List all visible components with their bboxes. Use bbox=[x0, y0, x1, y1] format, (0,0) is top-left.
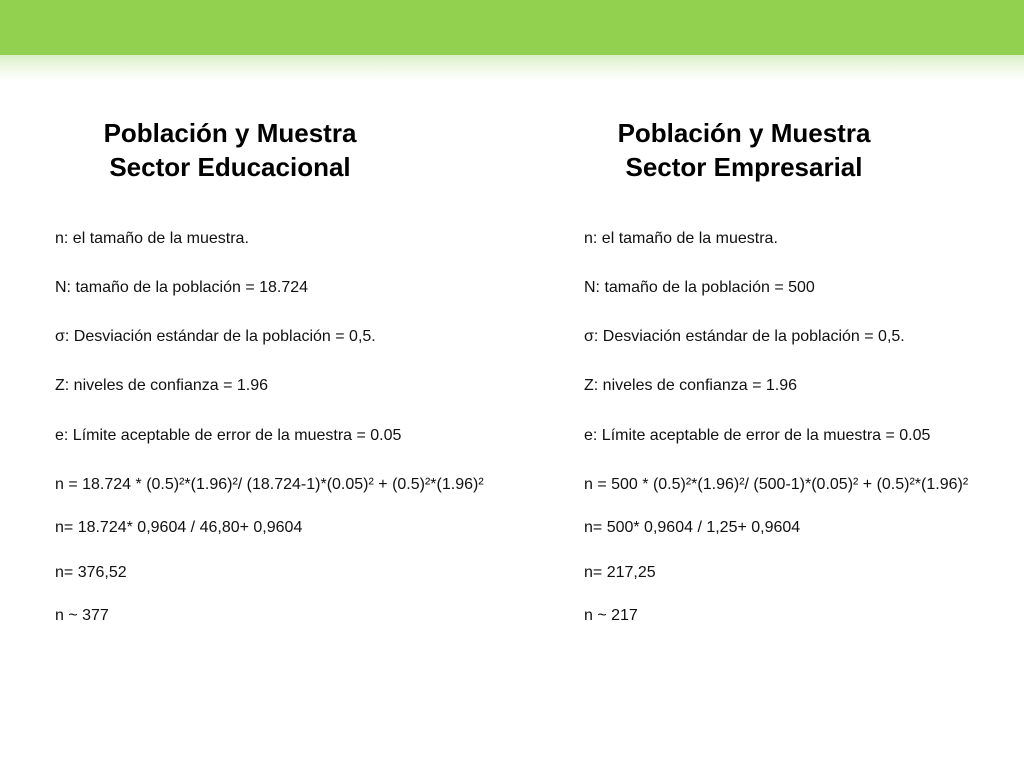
left-line-population-size: N: tamaño de la población = 18.724 bbox=[55, 279, 309, 296]
left-line-sample-size: n: el tamaño de la muestra. bbox=[55, 230, 249, 247]
right-column-title bbox=[569, 116, 919, 184]
left-line-result: n= 376,52 bbox=[55, 564, 127, 581]
right-title-line-2: Sector Empresarial bbox=[625, 152, 863, 182]
right-line-std-deviation: σ: Desviación estándar de la población = 0,5. bbox=[584, 328, 905, 345]
right-line-sample-size: n: el tamaño de la muestra. bbox=[584, 230, 778, 247]
right-line-substitution: n= 500* 0,9604 / 1,25+ 0,9604 bbox=[584, 519, 801, 536]
right-line-formula: n = 500 * (0.5)²*(1.96)²/ (500-1)*(0.05)² + (0.5)²*(1.96)² bbox=[584, 476, 969, 493]
right-column-empresarial bbox=[584, 0, 1024, 768]
left-line-substitution: n= 18.724* 0,9604 / 46,80+ 0,9604 bbox=[55, 519, 303, 536]
left-title-line-1: Población y Muestra bbox=[103, 118, 357, 148]
left-line-confidence-level: Z: niveles de confianza = 1.96 bbox=[55, 377, 269, 394]
right-title-line-1: Población y Muestra bbox=[617, 118, 871, 148]
right-line-confidence-level: Z: niveles de confianza = 1.96 bbox=[584, 377, 798, 394]
right-line-rounded-result: n ~ 217 bbox=[584, 607, 638, 624]
left-line-formula: n = 18.724 * (0.5)²*(1.96)²/ (18.724-1)*(0.05)² + (0.5)²*(1.96)² bbox=[55, 476, 484, 493]
right-line-population-size: N: tamaño de la población = 500 bbox=[584, 279, 815, 296]
left-title-line-2: Sector Educacional bbox=[109, 152, 351, 182]
left-line-std-deviation: σ: Desviación estándar de la población = 0,5. bbox=[55, 328, 376, 345]
left-line-rounded-result: n ~ 377 bbox=[55, 607, 109, 624]
right-line-error-limit: e: Límite aceptable de error de la muestra = 0.05 bbox=[584, 427, 931, 444]
right-line-result: n= 217,25 bbox=[584, 564, 656, 581]
left-line-error-limit: e: Límite aceptable de error de la muestra = 0.05 bbox=[55, 427, 402, 444]
left-column-title bbox=[55, 116, 405, 184]
left-column-educacional bbox=[55, 0, 535, 768]
